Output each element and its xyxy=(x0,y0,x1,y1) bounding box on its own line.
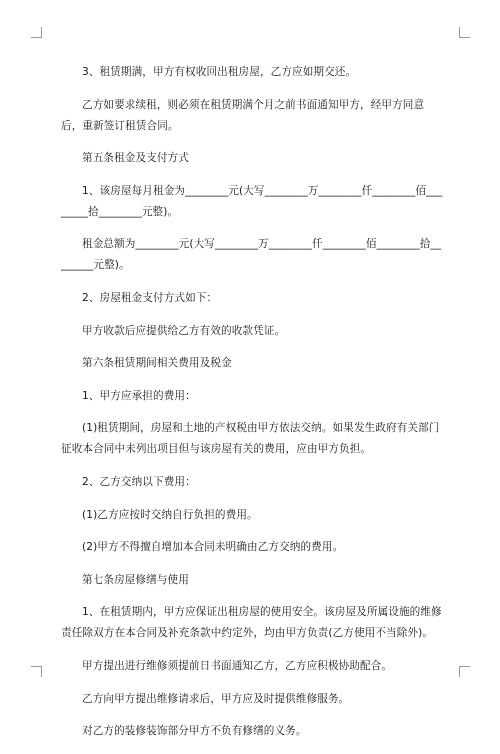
clause-3-lease-expiry: 3、租赁期满，甲方有权收回出租房屋，乙方应如期交还。 xyxy=(82,66,357,78)
decoration-repair-paragraph: 对乙方的装修装饰部分甲方不负有修缮的义务。 xyxy=(82,725,307,738)
party-b-fees-paragraph: 2、乙方交纳以下费用： xyxy=(82,475,196,488)
repair-request-paragraph: 乙方向甲方提出维修请求后，甲方应及时提供维修服务。 xyxy=(82,692,350,705)
crop-mark-top-left xyxy=(31,27,42,38)
renewal-notice-paragraph: 乙方如要求续租，则必须在租赁期满个月之前书面通知甲方，经甲方同意后，重新签订租赁合同。 xyxy=(61,98,425,132)
receipt-paragraph: 甲方收款后应提供给乙方有效的收款凭证。 xyxy=(82,324,286,337)
party-b-fees-item-2: (2)甲方不得擅自增加本合同未明确由乙方交纳的费用。 xyxy=(82,541,344,554)
crop-mark-top-right xyxy=(459,27,470,38)
article-7-heading: 第七条房屋修缮与使用 xyxy=(82,573,189,586)
crop-mark-bottom-right xyxy=(459,666,470,677)
repair-responsibility-paragraph: 1、在租赁期内，甲方应保证出租房屋的使用安全。该房屋及所属设施的维修责任除双方在本合同及补充条款中约定外，均由甲方负责(乙方使用不当除外)。 xyxy=(61,606,442,640)
party-a-fees-paragraph: 1、甲方应承担的费用： xyxy=(82,389,196,402)
total-rent-paragraph: 租金总额为________元(大写________万________仟________佰________拾________元整)。 xyxy=(61,238,442,272)
monthly-rent-paragraph: 1、该房屋每月租金为________元(大写________万________仟________佰________拾________元整)。 xyxy=(61,184,443,218)
payment-method-paragraph: 2、房屋租金支付方式如下： xyxy=(82,291,218,304)
crop-mark-bottom-left xyxy=(31,666,42,677)
party-b-fees-item-1: (1)乙方应按时交纳自行负担的费用。 xyxy=(82,508,258,521)
document-body xyxy=(61,62,445,754)
article-6-heading: 第六条租赁期间相关费用及税金 xyxy=(82,357,232,370)
article-5-heading: 第五条租金及支付方式 xyxy=(82,152,189,165)
property-tax-paragraph: (1)租赁期间，房屋和土地的产权税由甲方依法交纳。如果发生政府有关部门征收本合同中未列出项目但与该房屋有关的费用，应由甲方负担。 xyxy=(61,422,440,456)
repair-notice-paragraph: 甲方提出进行维修须提前日书面通知乙方，乙方应积极协助配合。 xyxy=(82,659,393,672)
